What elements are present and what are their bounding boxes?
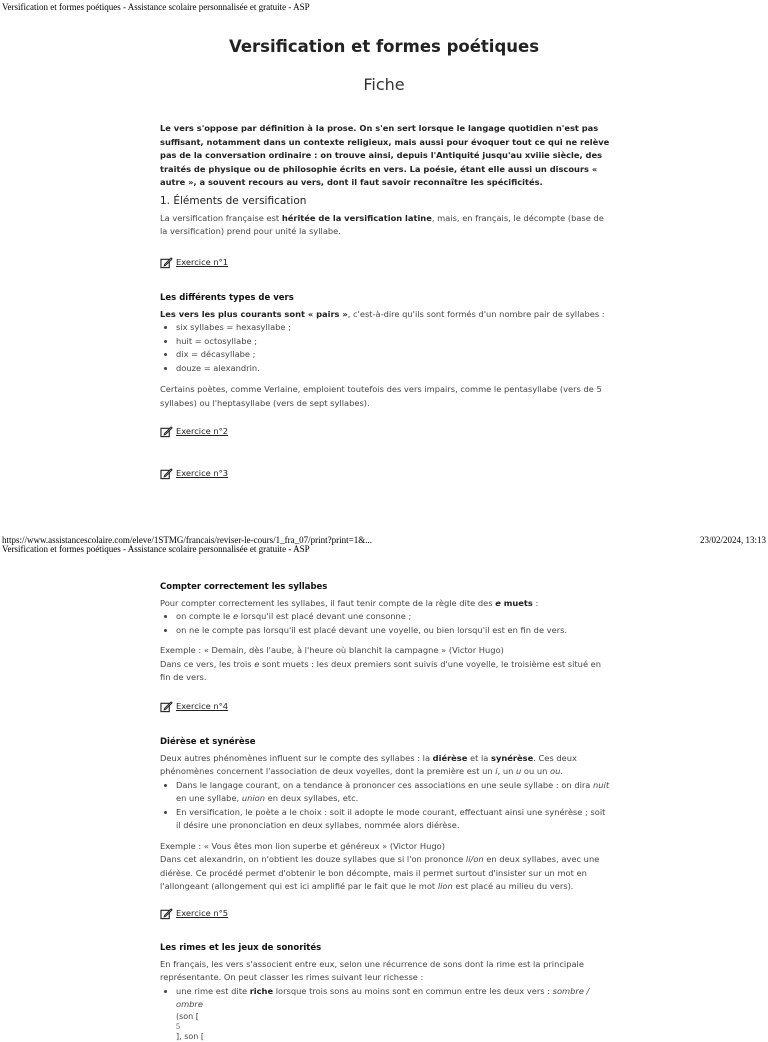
list-item: • on ne le compte pas lorsqu'il est placé devant une voyelle, ou bien lorsqu'il est en fin de vers.	[176, 624, 610, 638]
list-item: • une rime est dite riche lorsque trois sons au moins sont en commun entre les deux vers : sombre / ombre	[176, 985, 610, 1012]
rimes-heading: Les rimes et les jeux de sonorités	[160, 943, 322, 953]
section-types	[160, 292, 610, 410]
exercise-link-5[interactable]	[160, 907, 610, 921]
section-dierese	[160, 736, 610, 894]
list-item: • huit = octosyllabe ;	[176, 335, 610, 349]
dierese-paragraph: Deux autres phénomènes influent sur le compte des syllabes : la diérèse et la synérèse. Ces deux phénomènes concernent l'association de deux voyelles, dont la première est un i, un u ou un ou.	[160, 752, 577, 776]
intro-block	[160, 122, 610, 190]
exercise-link-2[interactable]	[160, 425, 610, 439]
section-paragraph: La versification française est héritée de la versification latine, mais, en français, le décompte (base de la versification) prend pour unité la syllabe.	[160, 212, 604, 236]
section-count	[160, 581, 610, 685]
page-title: Versification et formes poétiques	[228, 37, 540, 56]
types-list	[160, 321, 610, 375]
list-item: • Dans le langage courant, on a tendance à prononcer ces associations en une seule syllabe : on dira nuit en une syllabe, union en deux syllabes, etc.	[176, 779, 610, 806]
page-subtitle: Fiche	[363, 75, 405, 94]
count-heading: Compter correctement les syllabes	[160, 582, 328, 592]
section-rimes	[160, 942, 610, 1042]
dierese-example: Exemple : « Vous êtes mon lion superbe et généreux » (Victor Hugo)	[160, 840, 445, 851]
exercise-label: Exercice n°3	[176, 468, 229, 478]
dierese-heading: Diérèse et synérèse	[160, 737, 256, 747]
print-footer-url: https://www.assistancescolaire.com/eleve/1STMG/francais/reviser-le-cours/1_fra_07/print?print=1&...	[2, 535, 372, 545]
print-footer-datetime: 23/02/2024, 13:13	[699, 535, 766, 545]
edit-icon	[160, 257, 173, 269]
exercise-label: Exercice n°5	[176, 908, 229, 918]
dierese-list	[160, 779, 610, 833]
count-list	[160, 610, 610, 637]
dierese-explain: Dans cet alexandrin, on n'obtient les douze syllabes que si l'on prononce li/on en deux syllabes, avec une diérèse. Ce procédé permet d'obtenir le bon décompte, mais il permet surtout d'insister sur un mot en l'allongeant (allongement qui est ici amplifié par le fait que le mot lion est placé au milieu du vers).	[160, 854, 600, 891]
types-lead: Les vers les plus courants sont « pairs », c'est-à-dire qu'ils sont formés d'un nombre pair de syllabes :	[160, 308, 605, 319]
types-heading: Les différents types de vers	[160, 293, 294, 303]
exercise-link-3[interactable]	[160, 467, 610, 481]
edit-icon	[160, 426, 173, 438]
list-item: • douze = alexandrin.	[176, 362, 610, 376]
print-header-title-page2: Versification et formes poétiques - Assistance scolaire personnalisée et gratuite - ASP	[2, 544, 310, 554]
exercise-label: Exercice n°2	[176, 426, 229, 436]
count-lead: Pour compter correctement les syllabes, il faut tenir compte de la règle dite des e muets :	[160, 597, 539, 608]
rimes-paragraph: En français, les vers s'associent entre eux, selon une récurrence de sons dont la rime est la principale représentante. On peut classer les rimes suivant leur richesse :	[160, 958, 584, 982]
section-heading: 1. Éléments de versification	[160, 195, 307, 207]
phonetic-symbol: 5	[176, 1021, 180, 1031]
exercise-link-1[interactable]	[160, 256, 610, 270]
count-example: Exemple : « Demain, dès l'aube, à l'heure où blanchit la campagne » (Victor Hugo)	[160, 645, 504, 655]
edit-icon	[160, 701, 173, 713]
phonetic-line: (son [	[176, 1011, 199, 1021]
edit-icon	[160, 908, 173, 920]
print-header-title: Versification et formes poétiques - Assistance scolaire personnalisée et gratuite - ASP	[2, 2, 310, 12]
list-item: • dix = décasyllabe ;	[176, 348, 610, 362]
list-item: • on compte le e lorsqu'il est placé devant une consonne ;	[176, 610, 610, 624]
list-item: • En versification, le poète a le choix : soit il adopte le mode courant, effectuant ainsi une synérèse ; soit il désire une prononciation en deux syllabes, nommée alors diérèse.	[176, 806, 610, 833]
types-note: Certains poètes, comme Verlaine, emploient toutefois des vers impairs, comme le pentasyllabe (vers de 5 syllabes) ou l'heptasyllabe (vers de sept syllabes).	[160, 384, 602, 408]
edit-icon	[160, 468, 173, 480]
phonetic-lines	[160, 1012, 610, 1042]
section-elements	[160, 195, 610, 239]
phonetic-line: ], son [	[176, 1031, 205, 1041]
list-item: • six syllabes = hexasyllabe ;	[176, 321, 610, 335]
intro-paragraph: Le vers s'oppose par définition à la prose. On s'en sert lorsque le langage quotidien n'est pas suffisant, notamment dans un contexte religieux, mais aussi pour évoquer tout ce qui ne relève pas de la conversation ordinaire : on trouve ainsi, depuis l'Antiquité jusqu'au xviiie siècle, des traités de physique ou de philosophie écrits en vers. La poésie, étant elle aussi un discours « autre », a souvent recours au vers, dont il faut savoir reconnaître les spécificités.	[160, 123, 610, 187]
exercise-label: Exercice n°1	[176, 257, 229, 267]
exercise-link-4[interactable]	[160, 700, 610, 714]
count-explain: Dans ce vers, les trois e sont muets : les deux premiers sont suivis d'une voyelle, le troisième est situé en fin de vers.	[160, 658, 602, 682]
exercise-label: Exercice n°4	[176, 701, 229, 711]
rimes-list	[160, 985, 610, 1012]
